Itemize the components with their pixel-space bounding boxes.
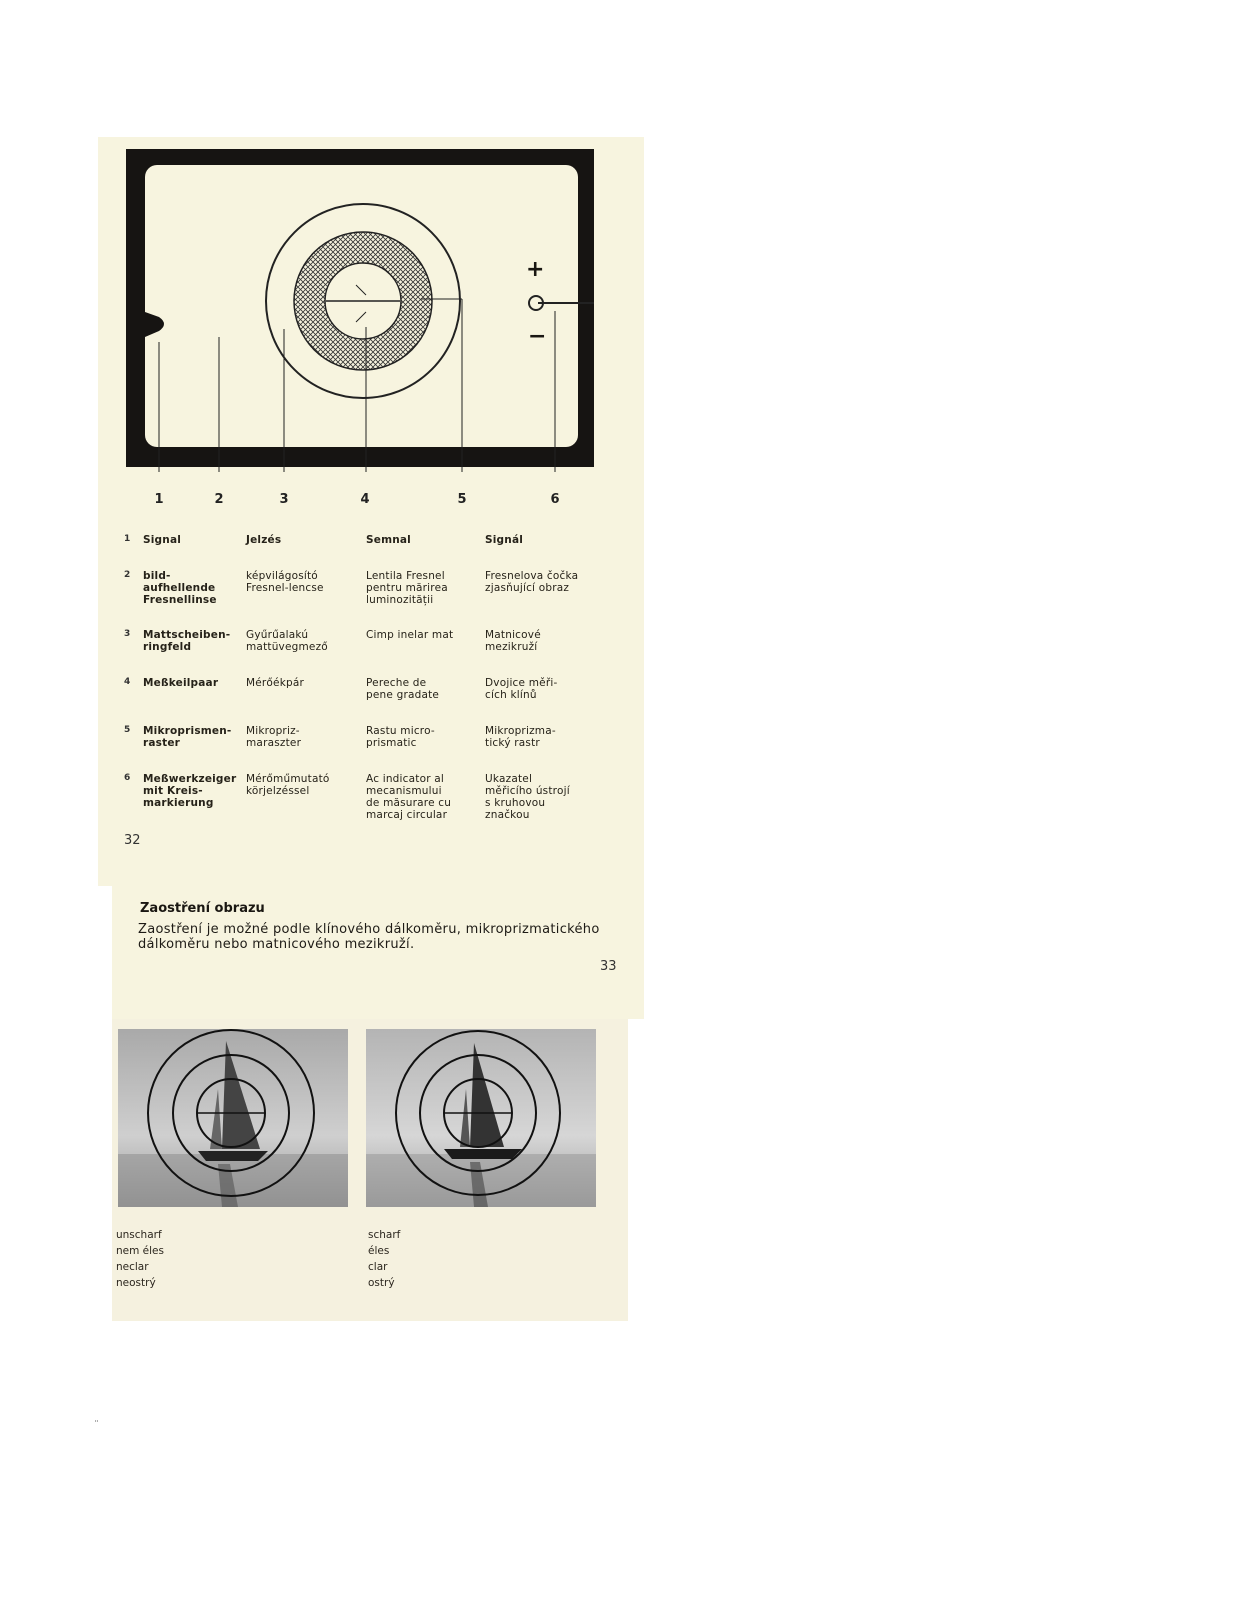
legend-hungarian: Mikropriz- maraszter: [246, 725, 302, 749]
legend-hungarian: Gyűrűalakú mattüvegmező: [246, 629, 328, 653]
section-body-text: Zaostření je možné podle klínového dálkoměru, mikroprizmatického dálkoměru nebo matnicového mezikruží.: [138, 922, 600, 952]
legend-czech: Fresnelova čočka zjasňující obraz: [485, 570, 579, 594]
viewfinder-diagram: [98, 137, 644, 497]
callout-3: 3: [279, 492, 289, 507]
legend-czech: Dvojice měři- cích klínů: [485, 677, 558, 701]
callout-6: 6: [550, 492, 560, 507]
legend-romanian: Semnal: [366, 534, 411, 546]
legend-czech: Matnicové mezikruží: [485, 629, 541, 653]
legend-hungarian: képvilágosító Fresnel-lencse: [246, 570, 324, 594]
sharp-sailboat-photo: [366, 1029, 596, 1207]
legend-german: Signal: [143, 534, 182, 546]
legend-romanian: Ac indicator al mecanismului de măsurare cu marcaj circular: [366, 773, 452, 821]
unsharp-caption: unscharf nem éles neclar neostrý: [116, 1229, 164, 1289]
legend-czech: Mikroprizma- tický rastr: [485, 725, 556, 749]
legend-german: Meßwerkzeiger mit Kreis- markierung: [143, 773, 237, 809]
legend-index: 1: [124, 534, 131, 544]
legend-romanian: Lentila Fresnel pentru mărirea luminozității: [366, 570, 448, 606]
callout-2: 2: [214, 492, 224, 507]
legend-index: 6: [124, 773, 131, 783]
page-32-scan: [98, 137, 644, 886]
unsharp-sailboat-photo: [118, 1029, 348, 1207]
legend-romanian: Pereche de pene gradate: [366, 677, 440, 701]
legend-romanian: Cimp inelar mat: [366, 629, 454, 641]
legend-index: 3: [124, 629, 131, 639]
scale-plus-symbol: +: [526, 257, 545, 282]
callout-4: 4: [360, 492, 370, 507]
legend-romanian: Rastu micro- prismatic: [366, 725, 435, 749]
page-34-scan: [112, 1019, 628, 1321]
page-33-scan: [112, 886, 644, 1019]
legend-hungarian: Jelzés: [246, 534, 282, 546]
legend-index: 5: [124, 725, 131, 735]
scale-minus-symbol: −: [528, 324, 547, 349]
legend-index: 4: [124, 677, 131, 687]
page-number-33: 33: [600, 959, 617, 974]
callout-1: 1: [154, 492, 164, 507]
legend-czech: Ukazatel měřicího ústrojí s kruhovou značkou: [485, 773, 570, 821]
legend-hungarian: Mérőékpár: [246, 677, 305, 689]
legend-czech: Signál: [485, 534, 524, 546]
stray-mark: ¨: [94, 1420, 99, 1431]
callout-5: 5: [457, 492, 467, 507]
sharp-caption: scharf éles clar ostrý: [368, 1229, 401, 1289]
legend-index: 2: [124, 570, 131, 580]
legend-german: Mattscheiben- ringfeld: [143, 629, 231, 653]
page-number-32: 32: [124, 833, 141, 848]
legend-german: Meßkeilpaar: [143, 677, 219, 689]
legend-hungarian: Mérőműmutató körjelzéssel: [246, 773, 330, 797]
legend-german: Mikroprismen- raster: [143, 725, 232, 749]
section-heading: Zaostření obrazu: [140, 901, 265, 916]
legend-german: bild- aufhellende Fresnellinse: [143, 570, 217, 606]
